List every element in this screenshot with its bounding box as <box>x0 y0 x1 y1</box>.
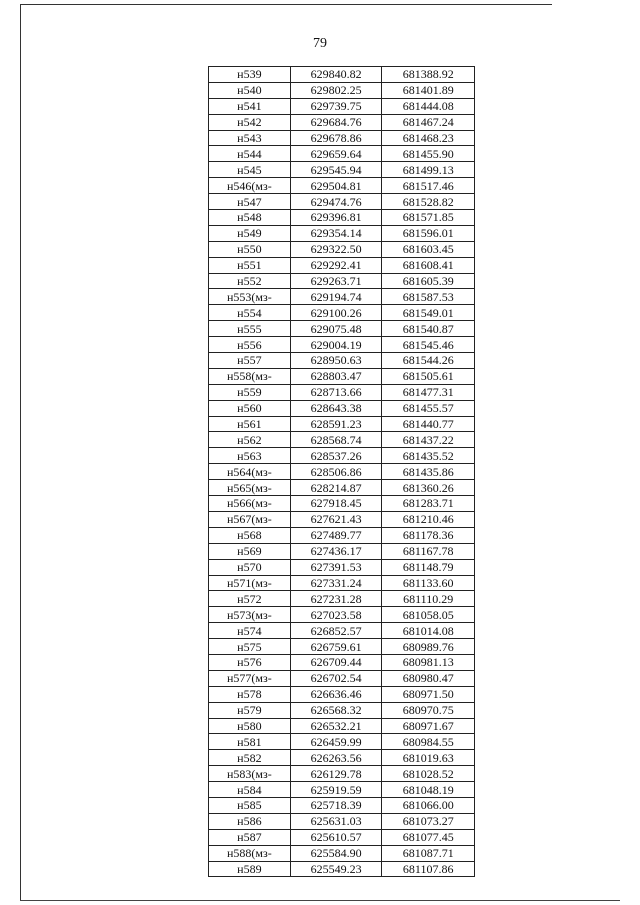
point-id-cell: н567(мз- <box>209 511 291 527</box>
point-id-cell: н556 <box>209 337 291 353</box>
point-id-cell: н550 <box>209 241 291 257</box>
table-row <box>209 766 475 782</box>
point-id-cell: н579 <box>209 702 291 718</box>
x-coordinate-cell: 626532.21 <box>290 718 382 734</box>
table-row <box>209 321 475 337</box>
x-coordinate-cell: 625549.23 <box>290 861 382 877</box>
y-coordinate-cell: 681014.08 <box>382 623 475 639</box>
y-coordinate-cell: 681505.61 <box>382 368 475 384</box>
x-coordinate-cell: 627918.45 <box>290 496 382 512</box>
table-row <box>209 734 475 750</box>
x-coordinate-cell: 625584.90 <box>290 845 382 861</box>
point-id-cell: н565(мз- <box>209 480 291 496</box>
table-row <box>209 623 475 639</box>
y-coordinate-cell: 681455.57 <box>382 400 475 416</box>
x-coordinate-cell: 629100.26 <box>290 305 382 321</box>
y-coordinate-cell: 681437.22 <box>382 432 475 448</box>
y-coordinate-cell: 681110.29 <box>382 591 475 607</box>
table-row <box>209 575 475 591</box>
y-coordinate-cell: 681066.00 <box>382 797 475 813</box>
table-row <box>209 241 475 257</box>
point-id-cell: н557 <box>209 353 291 369</box>
point-id-cell: н584 <box>209 782 291 798</box>
y-coordinate-cell: 681540.87 <box>382 321 475 337</box>
y-coordinate-cell: 681467.24 <box>382 114 475 130</box>
x-coordinate-cell: 628643.38 <box>290 400 382 416</box>
y-coordinate-cell: 680989.76 <box>382 639 475 655</box>
y-coordinate-cell: 681571.85 <box>382 210 475 226</box>
x-coordinate-cell: 628803.47 <box>290 368 382 384</box>
x-coordinate-cell: 627331.24 <box>290 575 382 591</box>
point-id-cell: н549 <box>209 225 291 241</box>
page-border-left <box>20 4 21 900</box>
x-coordinate-cell: 629840.82 <box>290 67 382 83</box>
point-id-cell: н563 <box>209 448 291 464</box>
x-coordinate-cell: 628214.87 <box>290 480 382 496</box>
x-coordinate-cell: 629194.74 <box>290 289 382 305</box>
x-coordinate-cell: 629678.86 <box>290 130 382 146</box>
point-id-cell: н566(мз- <box>209 496 291 512</box>
point-id-cell: н562 <box>209 432 291 448</box>
x-coordinate-cell: 629004.19 <box>290 337 382 353</box>
y-coordinate-cell: 681077.45 <box>382 829 475 845</box>
table-row <box>209 289 475 305</box>
table-row <box>209 82 475 98</box>
page-border-top <box>20 4 552 5</box>
page-number: 79 <box>313 36 327 51</box>
table-row <box>209 559 475 575</box>
table-row <box>209 464 475 480</box>
y-coordinate-cell: 681468.23 <box>382 130 475 146</box>
table-row <box>209 273 475 289</box>
table-row <box>209 718 475 734</box>
table-row <box>209 194 475 210</box>
point-id-cell: н574 <box>209 623 291 639</box>
point-id-cell: н546(мз- <box>209 178 291 194</box>
table-row <box>209 98 475 114</box>
x-coordinate-cell: 628950.63 <box>290 353 382 369</box>
x-coordinate-cell: 629659.64 <box>290 146 382 162</box>
x-coordinate-cell: 629354.14 <box>290 225 382 241</box>
point-id-cell: н553(мз- <box>209 289 291 305</box>
y-coordinate-cell: 681283.71 <box>382 496 475 512</box>
y-coordinate-cell: 681549.01 <box>382 305 475 321</box>
y-coordinate-cell: 681073.27 <box>382 813 475 829</box>
x-coordinate-cell: 628537.26 <box>290 448 382 464</box>
y-coordinate-cell: 681019.63 <box>382 750 475 766</box>
x-coordinate-cell: 626702.54 <box>290 670 382 686</box>
coordinates-table-body <box>209 67 475 877</box>
table-row <box>209 67 475 83</box>
table-row <box>209 654 475 670</box>
x-coordinate-cell: 628506.86 <box>290 464 382 480</box>
table-row <box>209 305 475 321</box>
x-coordinate-cell: 627489.77 <box>290 527 382 543</box>
point-id-cell: н582 <box>209 750 291 766</box>
point-id-cell: н561 <box>209 416 291 432</box>
y-coordinate-cell: 681587.53 <box>382 289 475 305</box>
table-row <box>209 178 475 194</box>
x-coordinate-cell: 628591.23 <box>290 416 382 432</box>
x-coordinate-cell: 628713.66 <box>290 384 382 400</box>
y-coordinate-cell: 681028.52 <box>382 766 475 782</box>
table-row <box>209 750 475 766</box>
x-coordinate-cell: 629802.25 <box>290 82 382 98</box>
x-coordinate-cell: 625718.39 <box>290 797 382 813</box>
x-coordinate-cell: 627023.58 <box>290 607 382 623</box>
point-id-cell: н555 <box>209 321 291 337</box>
point-id-cell: н551 <box>209 257 291 273</box>
x-coordinate-cell: 626709.44 <box>290 654 382 670</box>
x-coordinate-cell: 629504.81 <box>290 178 382 194</box>
x-coordinate-cell: 629322.50 <box>290 241 382 257</box>
y-coordinate-cell: 681545.46 <box>382 337 475 353</box>
y-coordinate-cell: 680980.47 <box>382 670 475 686</box>
table-row <box>209 448 475 464</box>
table-row <box>209 114 475 130</box>
y-coordinate-cell: 680971.67 <box>382 718 475 734</box>
x-coordinate-cell: 629684.76 <box>290 114 382 130</box>
point-id-cell: н540 <box>209 82 291 98</box>
table-row <box>209 543 475 559</box>
y-coordinate-cell: 681528.82 <box>382 194 475 210</box>
point-id-cell: н539 <box>209 67 291 83</box>
point-id-cell: н571(мз- <box>209 575 291 591</box>
y-coordinate-cell: 681401.89 <box>382 82 475 98</box>
point-id-cell: н560 <box>209 400 291 416</box>
x-coordinate-cell: 626129.78 <box>290 766 382 782</box>
x-coordinate-cell: 627621.43 <box>290 511 382 527</box>
point-id-cell: н580 <box>209 718 291 734</box>
y-coordinate-cell: 681058.05 <box>382 607 475 623</box>
y-coordinate-cell: 681605.39 <box>382 273 475 289</box>
table-row <box>209 527 475 543</box>
x-coordinate-cell: 626263.56 <box>290 750 382 766</box>
table-row <box>209 511 475 527</box>
point-id-cell: н586 <box>209 813 291 829</box>
y-coordinate-cell: 681048.19 <box>382 782 475 798</box>
table-row <box>209 702 475 718</box>
table-row <box>209 257 475 273</box>
table-row <box>209 782 475 798</box>
y-coordinate-cell: 680981.13 <box>382 654 475 670</box>
x-coordinate-cell: 627436.17 <box>290 543 382 559</box>
x-coordinate-cell: 629545.94 <box>290 162 382 178</box>
y-coordinate-cell: 681455.90 <box>382 146 475 162</box>
table-row <box>209 639 475 655</box>
x-coordinate-cell: 626759.61 <box>290 639 382 655</box>
point-id-cell: н587 <box>209 829 291 845</box>
point-id-cell: н542 <box>209 114 291 130</box>
page-border-bottom <box>20 900 620 901</box>
table-row <box>209 337 475 353</box>
x-coordinate-cell: 626568.32 <box>290 702 382 718</box>
y-coordinate-cell: 681517.46 <box>382 178 475 194</box>
point-id-cell: н581 <box>209 734 291 750</box>
table-row <box>209 130 475 146</box>
point-id-cell: н572 <box>209 591 291 607</box>
x-coordinate-cell: 627391.53 <box>290 559 382 575</box>
table-row <box>209 210 475 226</box>
y-coordinate-cell: 680970.75 <box>382 702 475 718</box>
x-coordinate-cell: 629075.48 <box>290 321 382 337</box>
x-coordinate-cell: 625919.59 <box>290 782 382 798</box>
table-row <box>209 162 475 178</box>
y-coordinate-cell: 681133.60 <box>382 575 475 591</box>
table-row <box>209 670 475 686</box>
table-row <box>209 353 475 369</box>
point-id-cell: н575 <box>209 639 291 655</box>
y-coordinate-cell: 681167.78 <box>382 543 475 559</box>
x-coordinate-cell: 627231.28 <box>290 591 382 607</box>
point-id-cell: н541 <box>209 98 291 114</box>
point-id-cell: н585 <box>209 797 291 813</box>
y-coordinate-cell: 681360.26 <box>382 480 475 496</box>
x-coordinate-cell: 625631.03 <box>290 813 382 829</box>
table-row <box>209 432 475 448</box>
x-coordinate-cell: 629396.81 <box>290 210 382 226</box>
x-coordinate-cell: 626636.46 <box>290 686 382 702</box>
x-coordinate-cell: 629739.75 <box>290 98 382 114</box>
y-coordinate-cell: 681148.79 <box>382 559 475 575</box>
y-coordinate-cell: 680971.50 <box>382 686 475 702</box>
x-coordinate-cell: 629263.71 <box>290 273 382 289</box>
y-coordinate-cell: 681107.86 <box>382 861 475 877</box>
point-id-cell: н564(мз- <box>209 464 291 480</box>
point-id-cell: н558(мз- <box>209 368 291 384</box>
y-coordinate-cell: 681087.71 <box>382 845 475 861</box>
table-row <box>209 146 475 162</box>
point-id-cell: н559 <box>209 384 291 400</box>
y-coordinate-cell: 681544.26 <box>382 353 475 369</box>
table-row <box>209 845 475 861</box>
table-row <box>209 416 475 432</box>
y-coordinate-cell: 681603.45 <box>382 241 475 257</box>
y-coordinate-cell: 681435.52 <box>382 448 475 464</box>
point-id-cell: н543 <box>209 130 291 146</box>
table-row <box>209 496 475 512</box>
x-coordinate-cell: 626852.57 <box>290 623 382 639</box>
table-row <box>209 829 475 845</box>
table-row <box>209 797 475 813</box>
y-coordinate-cell: 681210.46 <box>382 511 475 527</box>
x-coordinate-cell: 625610.57 <box>290 829 382 845</box>
table-row <box>209 591 475 607</box>
x-coordinate-cell: 626459.99 <box>290 734 382 750</box>
point-id-cell: н588(мз- <box>209 845 291 861</box>
table-row <box>209 400 475 416</box>
point-id-cell: н577(мз- <box>209 670 291 686</box>
point-id-cell: н583(мз- <box>209 766 291 782</box>
point-id-cell: н570 <box>209 559 291 575</box>
y-coordinate-cell: 681388.92 <box>382 67 475 83</box>
y-coordinate-cell: 681596.01 <box>382 225 475 241</box>
y-coordinate-cell: 681444.08 <box>382 98 475 114</box>
point-id-cell: н576 <box>209 654 291 670</box>
table-row <box>209 480 475 496</box>
point-id-cell: н554 <box>209 305 291 321</box>
table-row <box>209 686 475 702</box>
table-row <box>209 368 475 384</box>
point-id-cell: н548 <box>209 210 291 226</box>
point-id-cell: н569 <box>209 543 291 559</box>
point-id-cell: н573(мз- <box>209 607 291 623</box>
point-id-cell: н568 <box>209 527 291 543</box>
table-row <box>209 384 475 400</box>
table-row <box>209 607 475 623</box>
point-id-cell: н547 <box>209 194 291 210</box>
point-id-cell: н578 <box>209 686 291 702</box>
y-coordinate-cell: 681178.36 <box>382 527 475 543</box>
point-id-cell: н552 <box>209 273 291 289</box>
y-coordinate-cell: 681440.77 <box>382 416 475 432</box>
y-coordinate-cell: 681608.41 <box>382 257 475 273</box>
point-id-cell: н544 <box>209 146 291 162</box>
point-id-cell: н545 <box>209 162 291 178</box>
x-coordinate-cell: 629474.76 <box>290 194 382 210</box>
x-coordinate-cell: 628568.74 <box>290 432 382 448</box>
y-coordinate-cell: 681499.13 <box>382 162 475 178</box>
y-coordinate-cell: 681435.86 <box>382 464 475 480</box>
y-coordinate-cell: 681477.31 <box>382 384 475 400</box>
table-row <box>209 225 475 241</box>
y-coordinate-cell: 680984.55 <box>382 734 475 750</box>
table-row <box>209 813 475 829</box>
x-coordinate-cell: 629292.41 <box>290 257 382 273</box>
point-id-cell: н589 <box>209 861 291 877</box>
coordinates-table <box>208 66 475 877</box>
table-row <box>209 861 475 877</box>
